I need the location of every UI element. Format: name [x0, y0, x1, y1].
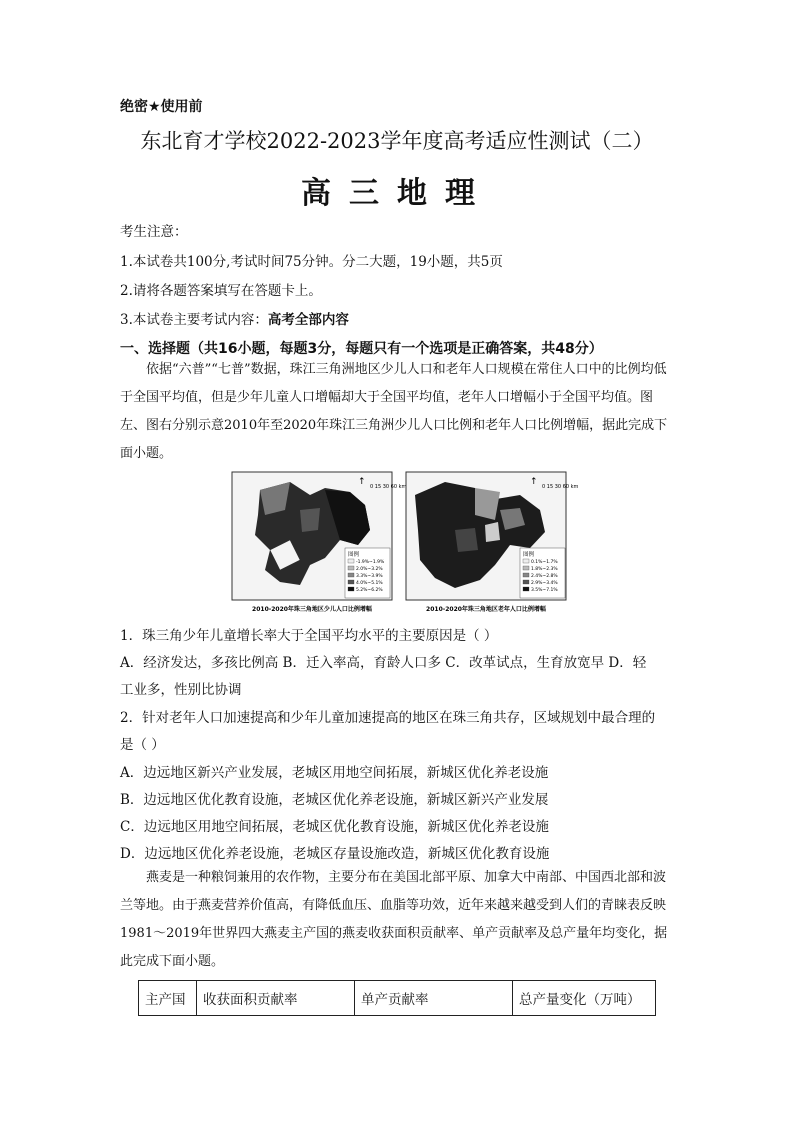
notice-item-1: 1.本试卷共100分,考试时间75分钟。分二大题，19小题，共5页	[120, 254, 503, 270]
right-map	[406, 472, 579, 613]
left-legend-item: 2.0%~3.2%	[356, 567, 383, 572]
right-legend-item: 0.1%~1.7%	[531, 560, 558, 565]
q1-options-line2: 工业多，性别比协调	[120, 682, 242, 698]
right-legend-item: 3.5%~7.1%	[531, 588, 558, 593]
right-map-caption: 2010-2020年珠三角地区老年人口比例增幅	[426, 606, 546, 613]
oat-table	[138, 980, 656, 1016]
passage-population: 依据“六普”“七普”数据，珠江三角洲地区少儿人口和老年人口规模在常住人口中的比例均低于全国平均值，但是少年儿童人口增幅却大于全国平均值，老年人口增幅小于全国平均值。图左、图右分别示意2010年至2020年珠江三角洲少儿人口比例和老年人口比例增幅，据此完成下面小题。	[120, 362, 668, 461]
table-header-row	[139, 981, 656, 1016]
right-scale-text: 0 15 30 60 km	[542, 484, 579, 490]
notice-content-bold: 高考全部内容	[267, 312, 349, 328]
left-legend-item: 3.3%~3.9%	[356, 574, 383, 579]
table-header-cell: 收获面积贡献率	[197, 981, 355, 1016]
q2-option-d: D．边远地区优化养老设施，老城区存量设施改造，新城区优化教育设施	[120, 846, 550, 862]
left-legend-item: 5.2%~6.2%	[356, 588, 383, 593]
section-heading: 一、选择题（共16小题，每题3分，每题只有一个选项是正确答案，共48分）	[120, 341, 603, 357]
subject-title: 高三地理	[301, 176, 493, 211]
q2-option-c: C．边远地区用地空间拓展，老城区优化教育设施，新城区优化养老设施	[120, 819, 549, 835]
notice-item-3	[120, 310, 349, 330]
population-maps-figure	[230, 470, 579, 615]
right-legend-item: 1.8%~2.3%	[531, 567, 558, 572]
q2-option-b: B．边远地区优化教育设施，老城区优化养老设施，新城区新兴产业发展	[120, 792, 549, 808]
right-legend-title: 图例	[523, 552, 535, 558]
left-legend-item: 4.0%~5.1%	[356, 581, 383, 586]
table-header-cell: 总产量变化（万吨）	[513, 981, 656, 1016]
q2-stem-line1: 2．针对老年人口加速提高和少年儿童加速提高的地区在珠三角共存，区域规划中最合理的	[120, 710, 656, 726]
right-north-arrow-icon: ↑	[530, 477, 538, 487]
right-legend-item: 2.9%~3.4%	[531, 581, 558, 586]
left-scale-text: 0 15 30 60 km	[370, 484, 407, 490]
confidential-label: 绝密★使用前	[120, 99, 203, 115]
left-map-caption: 2010-2020年珠三角地区少儿人口比例增幅	[252, 606, 372, 613]
table-header-cell: 主产国	[139, 981, 197, 1016]
right-legend-item: 2.4%~2.8%	[531, 574, 558, 579]
exam-title: 东北育才学校2022-2023学年度高考适应性测试（二）	[140, 129, 654, 153]
left-north-arrow-icon: ↑	[358, 477, 366, 487]
left-legend-title: 图例	[348, 552, 360, 558]
left-legend-item: -1.9%~1.9%	[356, 560, 385, 565]
left-map	[232, 472, 407, 613]
table-header-cell: 单产贡献率	[355, 981, 513, 1016]
q2-stem-line2: 是（ ）	[120, 737, 165, 753]
notice-item-2: 2.请将各题答案填写在答题卡上。	[120, 283, 322, 299]
q2-option-a: A．边远地区新兴产业发展，老城区用地空间拓展，新城区优化养老设施	[120, 765, 549, 781]
notice-heading: 考生注意：	[120, 224, 188, 240]
q1-stem: 1．珠三角少年儿童增长率大于全国平均水平的主要原因是（ ）	[120, 628, 498, 644]
q1-options-line1: A．经济发达，多孩比例高 B．迁入率高，育龄人口多 C．改革试点，生育放宽早 D．轻	[120, 655, 647, 671]
notice-item-3-label: 3.本试卷主要考试内容：	[120, 312, 268, 328]
passage-oats: 燕麦是一种粮饲兼用的农作物，主要分布在美国北部平原、加拿大中南部、中国西北部和波兰等地。由于燕麦营养价值高，有降低血压、血脂等功效，近年来越来越受到人们的青睐表反映1981～2019年世界四大燕麦主产国的燕麦收获面积贡献率、单产贡献率及总产量年均变化，据此完成下面小题。	[120, 870, 668, 969]
